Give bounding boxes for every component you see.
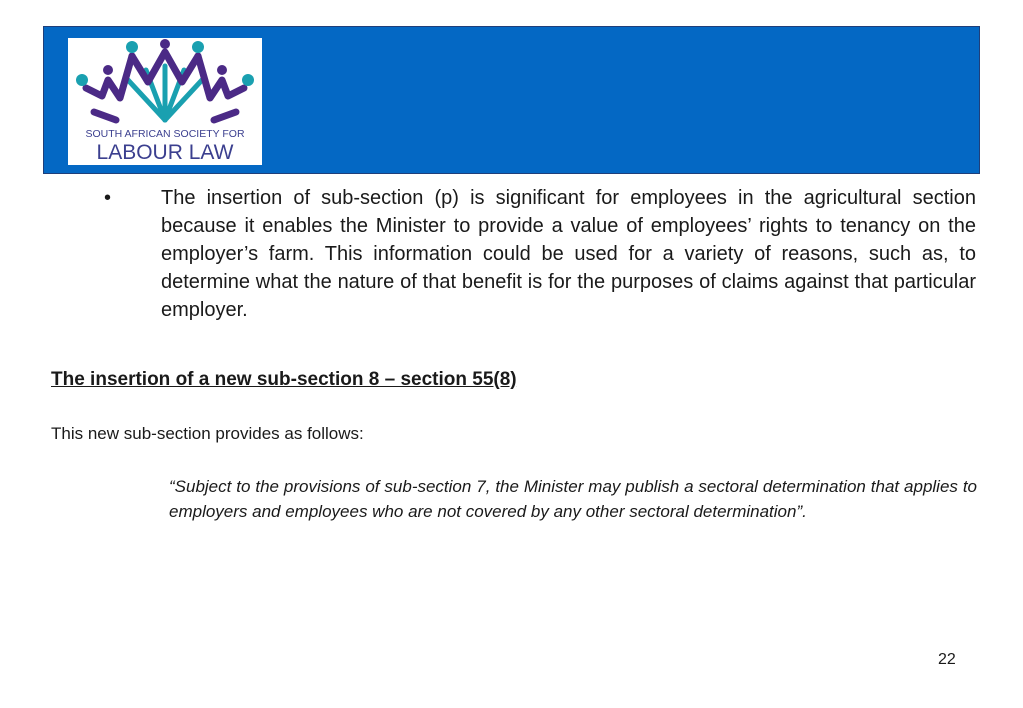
page-number: 22 (938, 651, 956, 668)
logo-line-1: SOUTH AFRICAN SOCIETY FOR (85, 128, 245, 140)
quoted-provision: “Subject to the provisions of sub-section 7, the Minister may publish a sectoral determination that applies to employers and employees who are not covered by any other sectoral determination”. (169, 477, 977, 521)
intro-text: This new sub-section provides as follows: (51, 424, 364, 443)
logo-line-2: LABOUR LAW (96, 141, 234, 164)
labour-law-society-logo-icon (68, 38, 262, 165)
bullet-marker: • (104, 187, 112, 209)
society-logo (68, 38, 262, 165)
bullet-paragraph: The insertion of sub-section (p) is significant for employees in the agricultural section because it enables the Minister to provide a value of employees’ rights to tenancy on the employer’s farm. This information could be used for a variety of reasons, such as, to determine what the nature of that benefit is for the purposes of claims against that particular employer. (161, 187, 976, 321)
section-heading: The insertion of a new sub-section 8 – section 55(8) (51, 369, 517, 390)
